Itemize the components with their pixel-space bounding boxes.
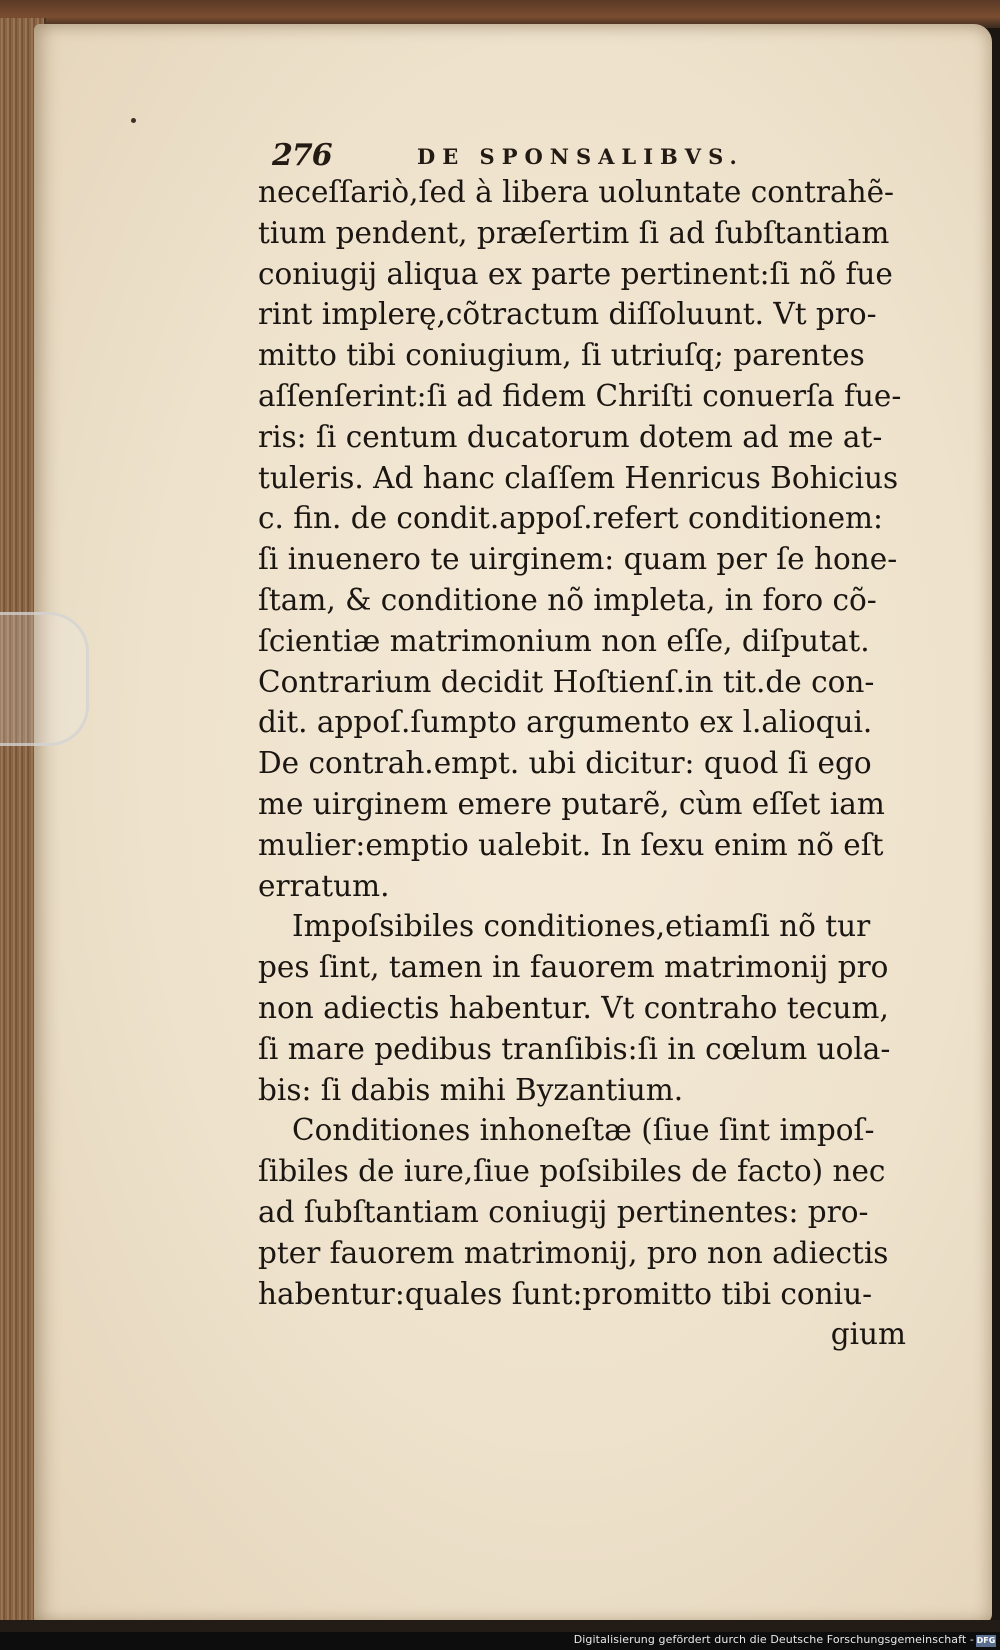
text-line: pter fauorem matrimonij, pro non adiectis <box>258 1235 889 1270</box>
catchword: gium <box>830 1317 906 1352</box>
text-line: tium pendent, præſertim ſi ad ſubſtantiam <box>258 215 890 250</box>
dfg-logo: DFG <box>976 1636 996 1645</box>
page-bottom-shadow <box>0 1620 1000 1632</box>
text-line: non adiectis habentur. Vt contraho tecum, <box>258 990 889 1025</box>
text-line: pes ſint, tamen in fauorem matrimonij pro <box>258 950 889 985</box>
text-line: bis: ſi dabis mihi Byzantium. <box>258 1072 684 1107</box>
text-line: ſi mare pedibus tranſibis:ſi in cœlum uola- <box>258 1031 891 1066</box>
text-line: ſibiles de iure,ſiue poſsibiles de facto) nec <box>258 1154 886 1189</box>
text-line: ris: ſi centum ducatorum dotem ad me at- <box>258 419 883 454</box>
text-line: neceſſariò,ſed à libera uoluntate contrahẽ- <box>258 175 894 209</box>
page-number: 276 <box>272 138 332 173</box>
text-line: ſi inuenero te uirginem: quam per ſe hone- <box>258 542 898 577</box>
text-line: coniugij aliqua ex parte pertinent:ſi nõ fue <box>258 256 893 291</box>
text-line: De contrah.empt. ubi dicitur: quod ſi ego <box>258 746 872 781</box>
text-line: me uirginem emere putarẽ, cùm eſſet iam <box>258 786 885 821</box>
text-line: ſcientiæ matrimonium non eſſe, diſputat. <box>258 623 870 658</box>
text-line: erratum. <box>258 868 390 903</box>
text-line: ad ſubſtantiam coniugij pertinentes: pro- <box>258 1194 869 1229</box>
ink-speck <box>131 118 136 123</box>
text-line: c. fin. de condit.appoſ.refert conditionem: <box>258 501 883 536</box>
text-line: Conditiones inhoneſtæ (ſiue ſint impoſ- <box>292 1113 875 1148</box>
text-line: Impoſsibiles conditiones,etiamſi nõ tur <box>292 909 871 944</box>
text-line: mitto tibi coniugium, ſi utriuſq; parentes <box>258 338 865 373</box>
text-line: habentur:quales ſunt:promitto tibi coniu- <box>258 1276 873 1311</box>
text-line: Contrarium decidit Hoſtienſ.in tit.de con- <box>258 664 875 699</box>
text-line: ſtam, & conditione nõ impleta, in foro cõ- <box>258 582 877 617</box>
text-line: rint implerę,cõtractum diſſoluunt. Vt pro- <box>258 297 877 332</box>
text-line: tuleris. Ad hanc claſſem Henricus Bohicius <box>258 460 899 495</box>
page-body <box>258 172 918 1355</box>
text-line: mulier:emptio ualebit. In ſexu enim nõ eſt <box>258 827 884 862</box>
digitization-credit: Digitalisierung gefördert durch die Deutsche Forschungsgemeinschaft - <box>573 1633 974 1646</box>
running-title: DE SPONSALIBVS. <box>417 144 744 169</box>
page-clip <box>0 612 89 746</box>
text-line: dit. appoſ.ſumpto argumento ex l.alioqui. <box>258 705 873 740</box>
text-line: aſſenſerint:ſi ad fidem Chriſti conuerſa fue- <box>258 378 902 413</box>
